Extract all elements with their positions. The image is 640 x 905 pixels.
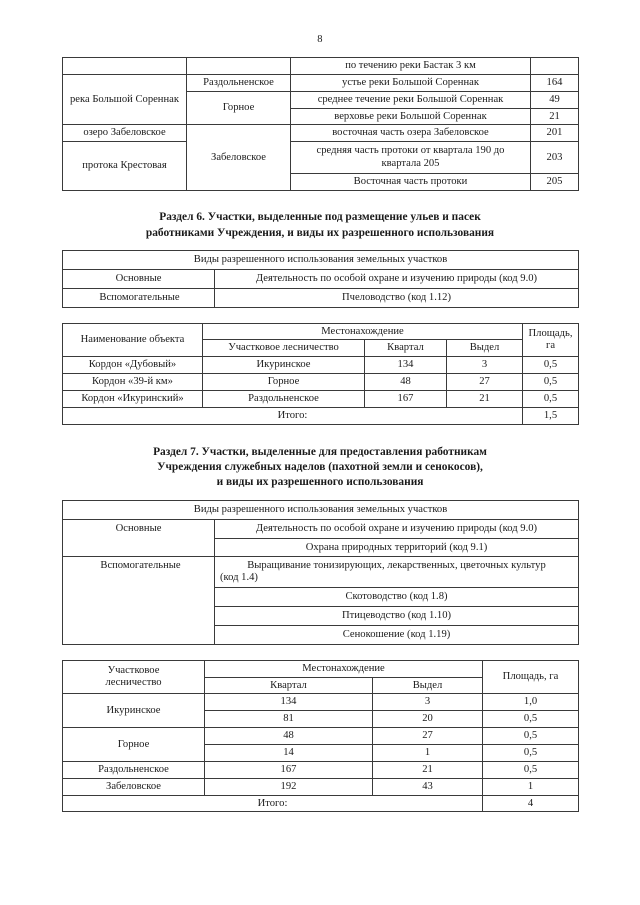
spacer bbox=[62, 491, 578, 500]
plot-forestry-cell: Икуринское bbox=[203, 357, 365, 374]
water-forestry-cell: Забеловское bbox=[187, 125, 291, 191]
plot-area-cell: 1,0 bbox=[483, 694, 579, 711]
water-object-cell: река Большой Сореннак bbox=[63, 74, 187, 125]
water-object-cell: протока Крестовая bbox=[63, 142, 187, 191]
total-area: 1,5 bbox=[523, 407, 579, 424]
table-row bbox=[63, 500, 579, 519]
water-location-cell: по течению реки Бастак 3 км bbox=[291, 58, 531, 75]
water-quarter-cell: 203 bbox=[531, 142, 579, 174]
plot-quarter-cell: 134 bbox=[205, 694, 373, 711]
water-location-cell: верховье реки Большой Сореннак bbox=[291, 108, 531, 125]
section-6-permitted-use-table bbox=[62, 250, 579, 308]
water-quarter-cell: 49 bbox=[531, 91, 579, 108]
table-row bbox=[63, 288, 579, 307]
plot-parcel-cell: 20 bbox=[373, 711, 483, 728]
spacer bbox=[62, 308, 578, 323]
total-area: 4 bbox=[483, 795, 579, 812]
plot-quarter-cell: 48 bbox=[205, 728, 373, 745]
total-label: Итого: bbox=[63, 407, 523, 424]
table-row bbox=[63, 357, 579, 374]
header-forestry-line-2: лесничество bbox=[105, 677, 162, 689]
section-7-heading-line-3: и виды их разрешенного использования bbox=[216, 476, 424, 489]
plot-area-cell: 0,5 bbox=[523, 357, 579, 374]
plot-forestry-cell: Горное bbox=[63, 728, 205, 762]
total-label: Итого: bbox=[63, 795, 483, 812]
table-row bbox=[63, 660, 579, 677]
table-row bbox=[63, 269, 579, 288]
permitted-use-primary-label: Основные bbox=[63, 519, 215, 557]
permitted-use-header: Виды разрешенного использования земельных участков bbox=[63, 500, 579, 519]
plot-quarter-cell: 167 bbox=[365, 390, 447, 407]
table-row bbox=[63, 390, 579, 407]
plot-area-cell: 0,5 bbox=[483, 761, 579, 778]
water-location-cell: средняя часть протоки от квартала 190 до квартала 205 bbox=[291, 142, 531, 174]
water-quarter-cell: 201 bbox=[531, 125, 579, 142]
header-object: Наименование объекта bbox=[63, 323, 203, 357]
spacer bbox=[62, 191, 578, 210]
permitted-use-value-cell: Скотоводство (код 1.8) bbox=[215, 588, 579, 607]
plot-parcel-cell: 27 bbox=[447, 374, 523, 391]
header-parcel: Выдел bbox=[447, 340, 523, 357]
plot-quarter-cell: 167 bbox=[205, 761, 373, 778]
permitted-use-value-line-2: (код 1.4) bbox=[220, 572, 258, 584]
spacer bbox=[62, 241, 578, 250]
water-quarter-cell: 21 bbox=[531, 108, 579, 125]
table-row bbox=[63, 795, 579, 812]
spacer bbox=[62, 425, 578, 445]
permitted-use-type-cell: Основные bbox=[63, 269, 215, 288]
plot-quarter-cell: 192 bbox=[205, 778, 373, 795]
plot-area-cell: 0,5 bbox=[523, 390, 579, 407]
water-bodies-table bbox=[62, 57, 579, 191]
water-object-cell bbox=[63, 58, 187, 75]
table-row bbox=[63, 761, 579, 778]
header-area: Площадь, га bbox=[483, 660, 579, 694]
header-forestry-line-1: Участковое bbox=[107, 665, 160, 677]
plot-parcel-cell: 43 bbox=[373, 778, 483, 795]
plot-area-cell: 0,5 bbox=[483, 711, 579, 728]
table-row bbox=[63, 557, 579, 588]
section-7-heading-line-2: Учреждения служебных наделов (пахотной земли и сенокосов), bbox=[157, 461, 483, 474]
plot-area-cell: 0,5 bbox=[523, 374, 579, 391]
header-quarter: Квартал bbox=[205, 677, 373, 694]
spacer bbox=[62, 645, 578, 660]
plot-object-cell: Кордон «Икуринский» bbox=[63, 390, 203, 407]
table-row bbox=[63, 58, 579, 75]
section-7-heading bbox=[62, 445, 578, 491]
section-7-plots-table bbox=[62, 660, 579, 813]
water-forestry-cell: Горное bbox=[187, 91, 291, 125]
plot-area-cell: 1 bbox=[483, 778, 579, 795]
permitted-use-value-cell: Охрана природных территорий (код 9.1) bbox=[215, 538, 579, 557]
table-row bbox=[63, 728, 579, 745]
table-row bbox=[63, 374, 579, 391]
table-row bbox=[63, 407, 579, 424]
permitted-use-value-line-1: Выращивание тонизирующих, лекарственных, цветочных культур bbox=[247, 560, 546, 572]
plot-parcel-cell: 27 bbox=[373, 728, 483, 745]
permitted-use-value-cell: Деятельность по особой охране и изучению природы (код 9.0) bbox=[215, 519, 579, 538]
plot-forestry-cell: Горное bbox=[203, 374, 365, 391]
table-row bbox=[63, 142, 579, 174]
table-row bbox=[63, 250, 579, 269]
section-6-heading-line-1: Раздел 6. Участки, выделенные под размещение ульев и пасек bbox=[159, 211, 481, 224]
plot-parcel-cell: 3 bbox=[447, 357, 523, 374]
plot-forestry-cell: Раздольненское bbox=[63, 761, 205, 778]
permitted-use-value-cell: Деятельность по особой охране и изучению природы (код 9.0) bbox=[215, 269, 579, 288]
plot-quarter-cell: 134 bbox=[365, 357, 447, 374]
header-quarter: Квартал bbox=[365, 340, 447, 357]
plot-parcel-cell: 21 bbox=[373, 761, 483, 778]
water-location-cell: устье реки Большой Сореннак bbox=[291, 74, 531, 91]
section-6-heading-line-2: работниками Учреждения, и виды их разрешенного использования bbox=[145, 226, 495, 239]
header-area: Площадь, га bbox=[523, 323, 579, 357]
plot-forestry-cell: Забеловское bbox=[63, 778, 205, 795]
permitted-use-value-cell: Птицеводство (код 1.10) bbox=[215, 607, 579, 626]
header-location: Местонахождение bbox=[205, 660, 483, 677]
plot-object-cell: Кордон «Дубовый» bbox=[63, 357, 203, 374]
plot-parcel-cell: 3 bbox=[373, 694, 483, 711]
permitted-use-header: Виды разрешенного использования земельных участков bbox=[63, 250, 579, 269]
header-location: Местонахождение bbox=[203, 323, 523, 340]
water-location-cell: Восточная часть протоки bbox=[291, 174, 531, 191]
permitted-use-type-cell: Вспомогательные bbox=[63, 288, 215, 307]
plot-area-cell: 0,5 bbox=[483, 728, 579, 745]
plot-quarter-cell: 81 bbox=[205, 711, 373, 728]
permitted-use-value-cell bbox=[215, 557, 579, 588]
page-number: 8 bbox=[317, 34, 323, 45]
table-row bbox=[63, 694, 579, 711]
table-row bbox=[63, 323, 579, 340]
water-forestry-cell: Раздольненское bbox=[187, 74, 291, 91]
permitted-use-value-cell: Сенокошение (код 1.19) bbox=[215, 625, 579, 644]
permitted-use-auxiliary-label: Вспомогательные bbox=[63, 557, 215, 644]
plot-parcel-cell: 21 bbox=[447, 390, 523, 407]
table-row bbox=[63, 519, 579, 538]
plot-parcel-cell: 1 bbox=[373, 745, 483, 762]
header-forestry bbox=[63, 660, 205, 694]
plot-object-cell: Кордон «39-й км» bbox=[63, 374, 203, 391]
plot-forestry-cell: Раздольненское bbox=[203, 390, 365, 407]
section-7-heading-line-1: Раздел 7. Участки, выделенные для предоставления работникам bbox=[153, 445, 487, 458]
section-6-plots-table bbox=[62, 323, 579, 425]
plot-quarter-cell: 48 bbox=[365, 374, 447, 391]
water-quarter-cell: 205 bbox=[531, 174, 579, 191]
section-6-heading bbox=[62, 210, 578, 241]
permitted-use-value-cell: Пчеловодство (код 1.12) bbox=[215, 288, 579, 307]
water-location-cell: восточная часть озера Забеловское bbox=[291, 125, 531, 142]
plot-area-cell: 0,5 bbox=[483, 745, 579, 762]
plot-quarter-cell: 14 bbox=[205, 745, 373, 762]
header-forestry: Участковое лесничество bbox=[203, 340, 365, 357]
table-row bbox=[63, 778, 579, 795]
plot-forestry-cell: Икуринское bbox=[63, 694, 205, 728]
table-row bbox=[63, 125, 579, 142]
header-parcel: Выдел bbox=[373, 677, 483, 694]
water-quarter-cell: 164 bbox=[531, 74, 579, 91]
section-7-permitted-use-table bbox=[62, 500, 579, 645]
water-location-cell: среднее течение реки Большой Сореннак bbox=[291, 91, 531, 108]
water-forestry-cell bbox=[187, 58, 291, 75]
table-row bbox=[63, 74, 579, 91]
water-object-cell: озеро Забеловское bbox=[63, 125, 187, 142]
water-quarter-cell bbox=[531, 58, 579, 75]
